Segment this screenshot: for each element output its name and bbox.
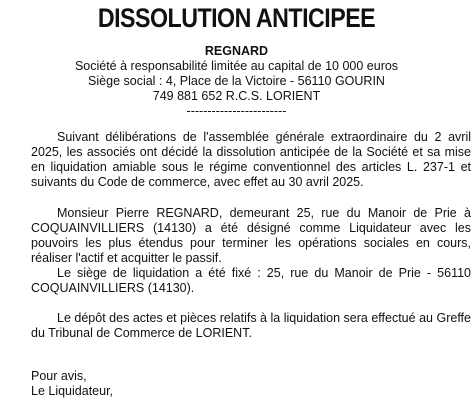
paragraph-filing: Le dépôt des actes et pièces relatifs à la liquidation sera effectué au Greffe du Tribunal de Commerce de LORIENT. xyxy=(31,311,471,340)
closing-line-liquidateur: Le Liquidateur, xyxy=(31,384,114,398)
closing-line-pour-avis: Pour avis, xyxy=(31,369,87,383)
company-header xyxy=(0,44,473,119)
paragraph-liquidation-seat: Le siège de liquidation a été fixé : 25, rue du Manoir de Prie - 56110 COQUAINVILLIERS (14130). xyxy=(31,266,471,295)
paragraph-dissolution: Suivant délibérations de l'assemblée générale extraordinaire du 2 avril 2025, les associés ont décidé la dissolution anticipée de la Société et sa mise en liquidation amiable sous le régime conventionnel des articles L. 237-1 et suivants du Code de commerce, avec effet au 30 avril 2025. xyxy=(31,130,471,189)
company-name: REGNARD xyxy=(204,44,269,58)
notice-title: DISSOLUTION ANTICIPEE xyxy=(97,3,376,33)
registration-number: 749 881 652 R.C.S. LORIENT xyxy=(152,89,321,103)
closing-signature xyxy=(31,369,113,399)
registered-office: Siège social : 4, Place de la Victoire - 56110 GOURIN xyxy=(88,74,385,88)
company-form: Société à responsabilité limitée au capital de 10 000 euros xyxy=(74,59,399,73)
paragraph-liquidator: Monsieur Pierre REGNARD, demeurant 25, rue du Manoir de Prie à COQUAINVILLIERS (14130) a été désigné comme Liquidateur avec les pouvoirs les plus étendus pour terminer les opérations sociales en cours, réaliser l'actif et acquitter le passif. xyxy=(31,206,471,265)
header-separator: ------------------------ xyxy=(186,104,287,118)
